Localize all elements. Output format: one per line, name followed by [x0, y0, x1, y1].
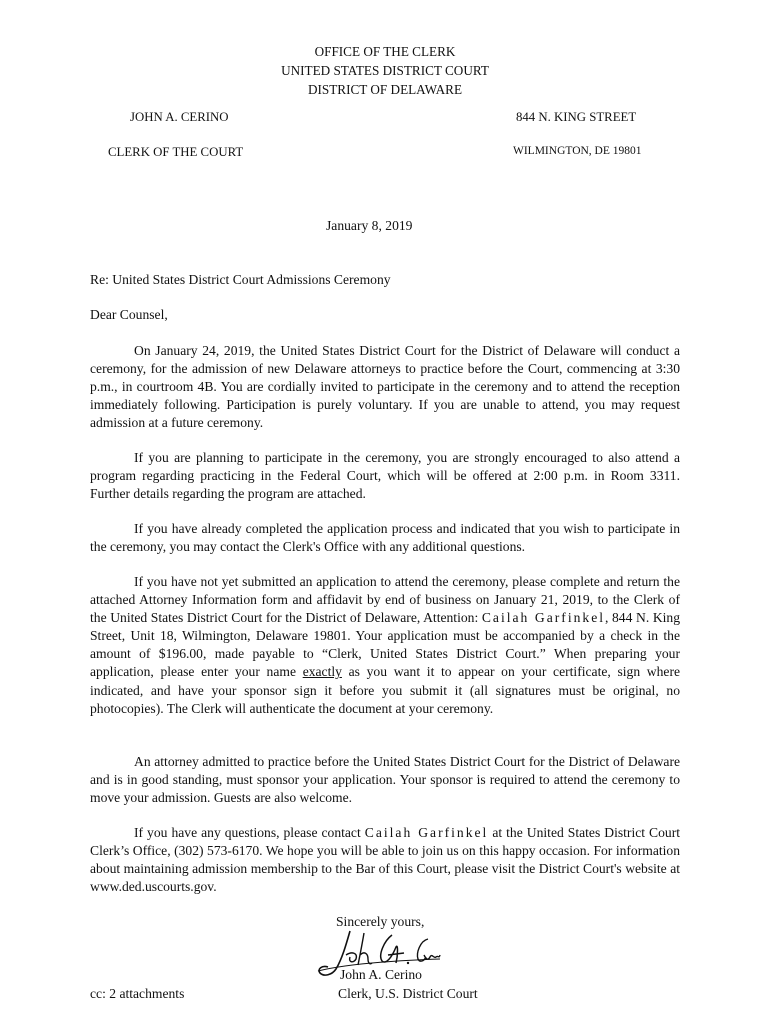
emphasis-exactly: exactly	[302, 664, 342, 680]
paragraph-ceremony: On January 24, 2019, the United States District Court for the District of Delaware will conduct a ceremony, for the admission of new Delaware attorneys to practice before the Court, commencing at 3:30 p.m., in courtroom 4B. You are cordially invited to participate in the ceremony and to attend the reception immediately following. Participation is purely voluntary. If you are unable to attend, you may request admission at a future ceremony.	[90, 343, 680, 431]
letter-date: January 8, 2019	[326, 218, 413, 233]
paragraph-questions	[90, 824, 680, 896]
paragraph-program: If you are planning to participate in the ceremony, you are strongly encouraged to also attend a program regarding practicing in the Federal Court, which will be offered at 2:00 p.m. in Room 3311. Further details regarding the program are attached.	[90, 450, 680, 502]
clerk-name: JOHN A. CERINO	[130, 110, 229, 124]
letterhead-office: OFFICE OF THE CLERK	[314, 44, 456, 59]
office-city: WILMINGTON, DE 19801	[513, 145, 642, 157]
application-text-c: as you want it to appear on your certificate, sign where indicated, and have your sponsor sign it before you submit it (all signatures must be original, no photocopies). The Clerk will authenticate the document at your ceremony.	[90, 664, 681, 716]
signer-name: John A. Cerino	[340, 967, 422, 982]
office-street: 844 N. KING STREET	[516, 110, 637, 124]
salutation: Dear Counsel,	[90, 307, 168, 322]
letterhead-district: DISTRICT OF DELAWARE	[307, 82, 463, 97]
closing: Sincerely yours,	[336, 914, 425, 929]
questions-text-b: at the United States District Court Clerk’s Office, (302) 573-6170. We hope you will be able to join us on this happy occasion. For information about maintaining admission membership to the Bar of this Court, please visit the District Court's website at www.ded.uscourts.gov.	[90, 825, 680, 895]
subject-line: Re: United States District Court Admissions Ceremony	[90, 272, 391, 287]
letterhead-court: UNITED STATES DISTRICT COURT	[281, 63, 489, 78]
questions-text-a: If you have any questions, please contact	[134, 825, 361, 840]
contact-name: Cailah Garfinkel	[481, 610, 606, 626]
paragraph-completed: If you have already completed the application process and indicated that you wish to participate in the ceremony, you may contact the Clerk's Office with any additional questions.	[90, 521, 680, 555]
contact-name-2: Cailah Garfinkel	[364, 825, 489, 840]
clerk-title: CLERK OF THE COURT	[108, 145, 244, 159]
cc-attachments: cc: 2 attachments	[90, 986, 185, 1001]
application-text-a: If you have not yet submitted an application to attend the ceremony, please complete and return the attached Attorney Information form and affidavit by end of business on January 21, 2019, to the Clerk of the United States District Court for the District of Delaware, Attention:	[90, 574, 680, 626]
application-text-b: , 844 N. King Street, Unit 18, Wilmington, Delaware 19801. Your application must be accompanied by a check in the amount of $196.00, made payable to “Clerk, United States District Court.” When preparing your application, please enter your name	[90, 610, 681, 680]
paragraph-application	[90, 573, 680, 718]
paragraph-sponsor: An attorney admitted to practice before the United States District Court for the District of Delaware and is in good standing, must sponsor your application. Your sponsor is required to attend the ceremony to move your admission. Guests are also welcome.	[90, 754, 680, 806]
signer-title: Clerk, U.S. District Court	[338, 986, 478, 1001]
